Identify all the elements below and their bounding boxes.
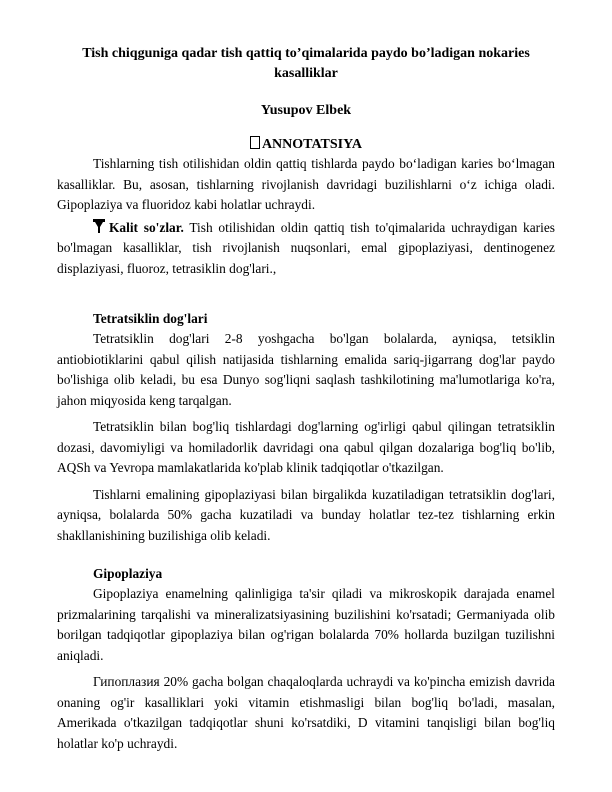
keywords-text: Tish otilishidan oldin qattiq tish to'qimalarida uchraydigan karies bo'lmagan kasalliklar, tish rivojlanish nuqsonlari, emal gipoplaziyasi, dentinogenez displaziyasi, fluoroz, tetrasiklin dog'lari., bbox=[57, 219, 556, 276]
document-page bbox=[57, 44, 555, 754]
pin-icon bbox=[93, 219, 105, 233]
section-paragraph: Tetratsiklin dog'lari 2-8 yoshgacha bo'lgan bolalarda, ayniqsa, tetsiklin antiobiotiklarini qabul qilish natijasida tishlarning emalida sariq-jigarrang dog'lar paydo bo'lishiga olib keladi, bu esa Dunyo sog'liqni saqlash tashkilotining ma'lumotlariga ko'ra, jahon miqyosida keng tarqalgan. bbox=[57, 331, 555, 408]
keywords-paragraph bbox=[57, 218, 555, 280]
section-paragraph: Tishlarni emalining gipoplaziyasi bilan birgalikda kuzatiladigan tetratsiklin dog'lari, ayniqsa, bolalarda 50% gacha kuzatiladi va bunday holatlar tez-tez tishlarning erkin shakllanishining buzilishiga olib keladi. bbox=[57, 486, 555, 543]
section-paragraph: Tetratsiklin bilan bog'liq tishlardagi dog'larning og'irligi qabul qilingan tetratsiklin dozasi, davomiyligi va homiladorlik davridagi ona qabul qilgan dozalariga bog'liq bo'lib, AQSh va Yevropa mamlakatlarida ko'plab klinik tadqiqotlar o'tkazilgan. bbox=[57, 419, 555, 475]
annotation-heading-row bbox=[57, 136, 555, 154]
author-name: Yusupov Elbek bbox=[260, 103, 352, 118]
annotation-text: Tishlarning tish otilishidan oldin qattiq tishlarda paydo bo‘ladigan karies bo‘lmagan kasalliklar. Bu, asosan, tishlarning rivojlanish davridagi buzilishlarni o‘z ichiga oladi. Gipoplaziya va fluoridoz kabi holatlar uchraydi. bbox=[57, 156, 555, 212]
section-paragraph: Gipoplaziya enamelning qalinligiga ta'sir qiladi va mikroskopik darajada enamel prizmalarining tarqalishi va mineralizatsiyasining buzilishini ko'rsatadi; Germaniyada olib borilgan tadqiqotlar gipoplaziya bilan og'rigan bolalarda 70% hollarda buzilgan tuzilishni aniqladi. bbox=[57, 586, 555, 663]
missing-glyph-icon bbox=[250, 136, 260, 149]
section-heading-hypoplasia: Gipoplaziya bbox=[93, 566, 163, 581]
section-heading-tetracycline: Tetratsiklin dog'lari bbox=[93, 311, 208, 326]
keywords-label: Kalit so'zlar. bbox=[109, 219, 184, 235]
annotation-heading: ANNOTATSIYA bbox=[261, 137, 363, 152]
section-paragraph: Гипоплазия 20% gacha bolgan chaqaloqlarda uchraydi va ko'pincha emizish davrida onaning og'ir kasalliklari yoki vitamin etishmasligi bilan bog'liq bo'ladi, masalan, Amerikada o'tkazilgan tadqiqotlar shuni ko'rsatdiki, D vitamini tanqisligi bilan bog'liq holatlar ko'p uchraydi. bbox=[57, 674, 555, 751]
paper-title: Tish chiqguniga qadar tish qattiq to’qimalarida paydo bo’ladigan nokaries kasalliklar bbox=[82, 46, 530, 81]
